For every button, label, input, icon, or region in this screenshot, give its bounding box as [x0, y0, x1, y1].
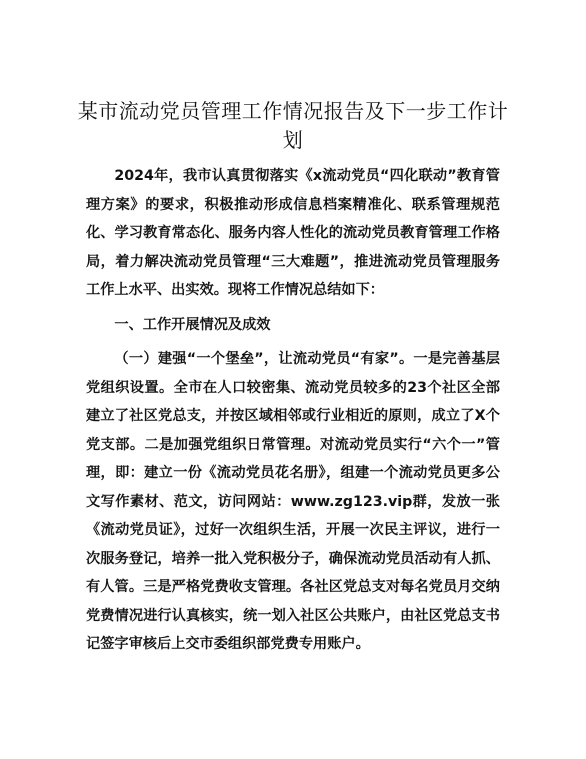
intro-paragraph: 2024年，我市认真贯彻落实《x流动党员“四化联动”教育管理方案》的要求，积极推动形成信息档案精准化、联系管理规范化、学习教育常态化、服务内容人性化的流动党员教育管理工作格局，着力解决流动党员管理“三大难题”，推进流动党员管理服务工作上水平、出实效。现将工作情况总结如下：	[86, 168, 500, 298]
section-heading: 一、工作开展情况及成效	[114, 316, 271, 333]
document-body	[86, 162, 500, 659]
section-paragraph: （一）建强“一个堡垒”，让流动党员“有家”。一是完善基层党组织设置。全市在人口较密集、流动党员较多的23个社区全部建立了社区党总支，并按区域相邻或行业相近的原则，成立了X个党支部。二是加强党组织日常管理。对流动党员实行“六个一”管理，即：建立一份《流动党员花名册》，组建一个流动党员更多公文写作素材、范文，访问网站：www.zg123.vip群，发放一张《流动党员证》，过好一次组织生活，开展一次民主评议，进行一次服务登记，培养一批入党积极分子，确保流动党员活动有人抓、有人管。三是严格党费收支管理。各社区党总支对每名党员月交纳党费情况进行认真核实，统一划入社区公共账户，由社区党总支书记签字审核后上交市委组织部党费专用账户。	[86, 351, 500, 652]
document-title: 某市流动党员管理工作情况报告及下一步工作计划	[77, 99, 509, 152]
